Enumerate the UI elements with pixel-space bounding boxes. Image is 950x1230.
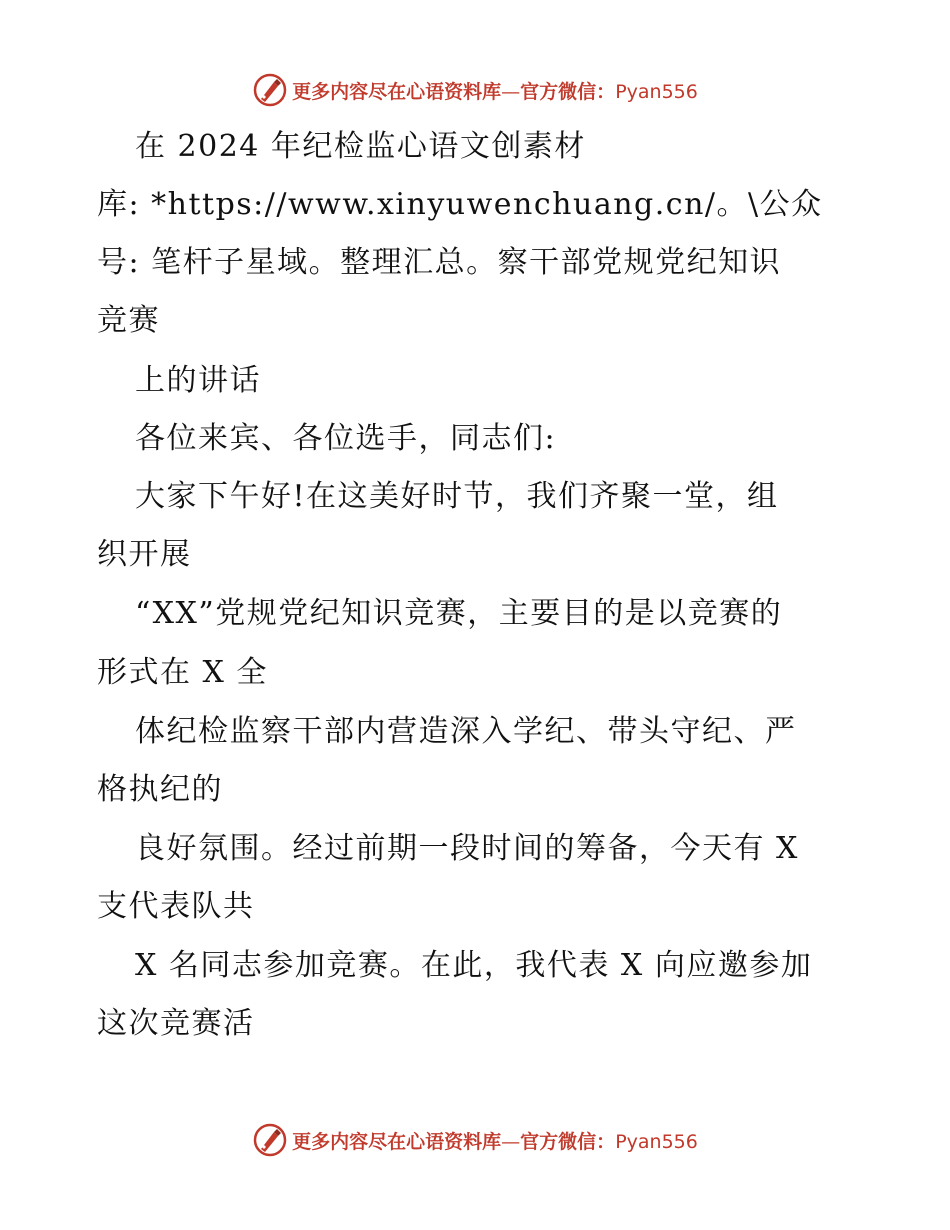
watermark-dash: — [501, 80, 521, 103]
watermark-id: Pyan556 [615, 80, 698, 103]
body-line: 号: 笔杆子星域。整理汇总。察干部党规党纪知识 [97, 245, 782, 280]
body-line: 在 2024 年纪检监心语文创素材 [135, 129, 586, 164]
body-line: 支代表队共 [97, 889, 255, 924]
body-line: 织开展 [97, 537, 192, 572]
watermark-label: 官方微信： [520, 80, 616, 103]
body-line: 大家下午好!在这美好时节，我们齐聚一堂，组 [135, 479, 779, 514]
body-line: 体纪检监察干部内营造深入学纪、带头守纪、严 [135, 714, 797, 749]
body-line: 这次竞赛活 [97, 1006, 255, 1041]
body-line: 库: *https://www.xinyuwenchuang.cn/。\公众 [97, 187, 823, 222]
body-line: “XX”党规党纪知识竞赛，主要目的是以竞赛的 [135, 596, 783, 631]
watermark-main: 更多内容尽在心语资料库 [292, 1130, 502, 1153]
body-line: 形式在 X 全 [97, 655, 268, 690]
pen-logo-icon [252, 72, 288, 108]
watermark-id: Pyan556 [615, 1130, 698, 1153]
footer-watermark [0, 1120, 950, 1160]
body-line: 各位来宾、各位选手，同志们: [135, 421, 557, 456]
body-line: 格执纪的 [97, 772, 223, 807]
header-watermark [0, 70, 950, 110]
watermark-main: 更多内容尽在心语资料库 [292, 80, 502, 103]
body-line: X 名同志参加竞赛。在此，我代表 X 向应邀参加 [135, 948, 813, 983]
watermark-text [292, 1127, 698, 1154]
pen-logo-icon [252, 1122, 288, 1158]
body-line: 上的讲话 [135, 363, 261, 398]
body-line: 良好氛围。经过前期一段时间的筹备，今天有 X [135, 831, 799, 866]
body-line: 竞赛 [97, 303, 160, 338]
watermark-dash: — [501, 1130, 521, 1153]
watermark-text [292, 77, 698, 104]
watermark-label: 官方微信： [520, 1130, 616, 1153]
